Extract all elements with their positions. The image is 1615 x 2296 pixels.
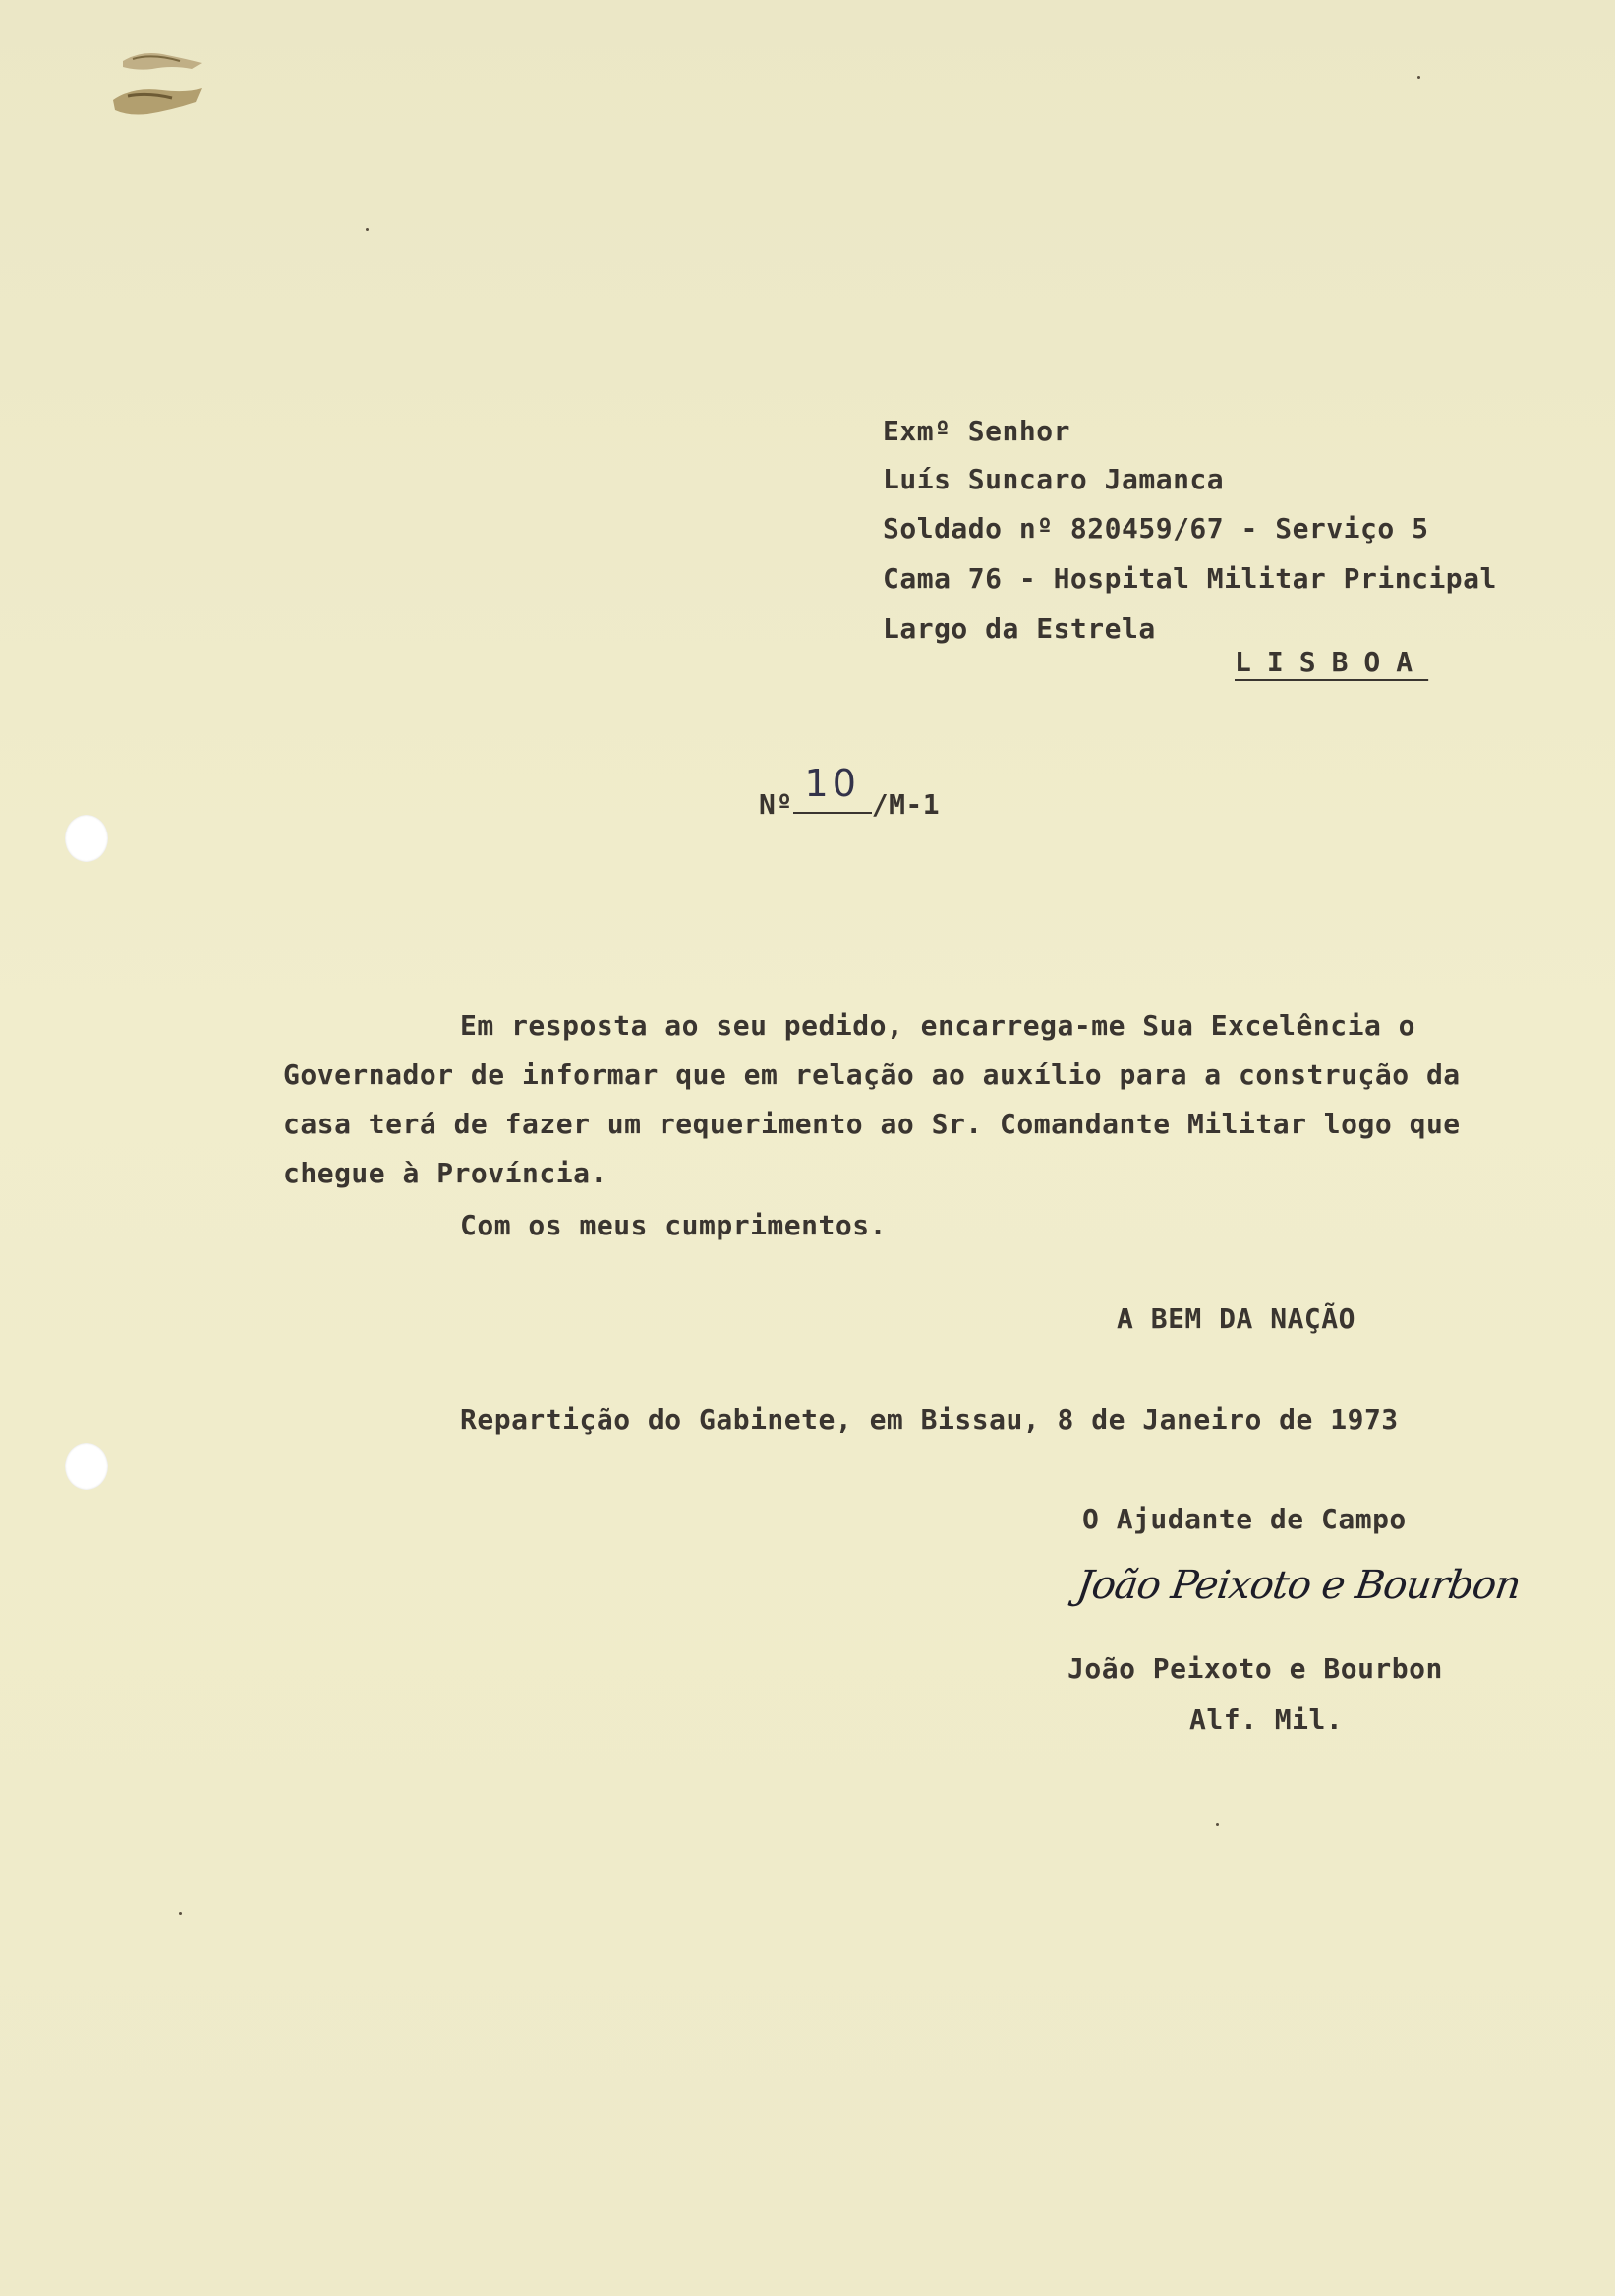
signatory-name: João Peixoto e Bourbon	[1067, 1652, 1443, 1685]
reference-suffix: /M-1	[871, 788, 941, 821]
punch-hole-lower	[65, 1443, 108, 1490]
addressee-salutation: Exmº Senhor	[883, 415, 1070, 447]
punch-hole-upper	[65, 815, 108, 862]
reference-number: 10	[804, 762, 860, 805]
addressee-rank-line: Soldado nº 820459/67 - Serviço 5	[883, 512, 1429, 545]
speck-dot	[1216, 1823, 1219, 1826]
signatory-role: O Ajudante de Campo	[1082, 1503, 1407, 1535]
addressee-name: Luís Suncaro Jamanca	[883, 463, 1225, 495]
body-closing: Com os meus cumprimentos.	[460, 1209, 887, 1241]
body-line-3: casa terá de fazer um requerimento ao Sr. Comandante Militar logo que	[283, 1108, 1461, 1140]
signatory-title: Alf. Mil.	[1189, 1703, 1344, 1736]
reference-line	[759, 762, 941, 821]
speck-dot	[1417, 76, 1420, 79]
addressee-street: Largo da Estrela	[883, 612, 1156, 645]
corner-stain-mark	[93, 39, 221, 138]
reference-prefix: Nº	[759, 788, 793, 821]
reference-blank	[793, 762, 872, 814]
body-line-4: chegue à Província.	[283, 1157, 607, 1189]
motto: A BEM DA NAÇÃO	[1117, 1302, 1356, 1335]
body-line-1: Em resposta ao seu pedido, encarrega-me Sua Excelência o	[460, 1009, 1416, 1042]
speck-dot	[179, 1912, 182, 1915]
speck-dot	[366, 228, 369, 231]
handwritten-signature: João Peixoto e Bourbon	[1073, 1563, 1524, 1608]
body-line-2: Governador de informar que em relação ao auxílio para a construção da	[283, 1059, 1461, 1091]
addressee-city: LISBOA	[1235, 646, 1429, 678]
addressee-location-line: Cama 76 - Hospital Militar Principal	[883, 562, 1497, 595]
place-date: Repartição do Gabinete, em Bissau, 8 de Janeiro de 1973	[460, 1404, 1399, 1436]
